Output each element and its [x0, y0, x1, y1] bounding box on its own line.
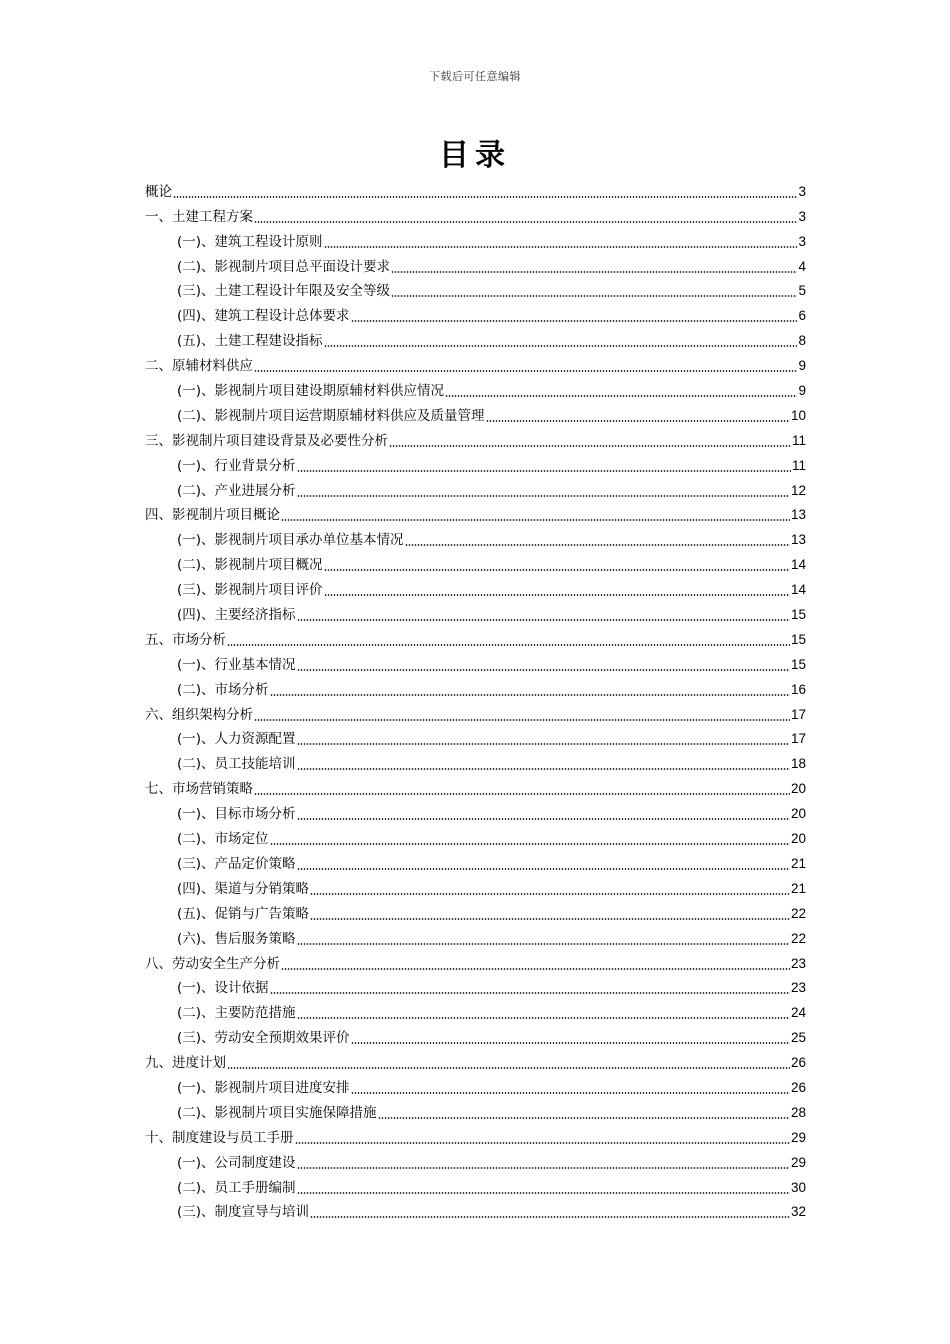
- toc-entry[interactable]: [145, 699, 806, 724]
- toc-entry-page-number: 23: [790, 955, 806, 971]
- toc-entry[interactable]: [145, 848, 806, 873]
- toc-dot-leader: [173, 196, 797, 198]
- toc-entry[interactable]: [145, 599, 806, 624]
- toc-entry-label: (二)、产业进展分析: [177, 482, 296, 499]
- toc-entry-label: (二)、员工技能培训: [177, 756, 296, 773]
- toc-dot-leader: [351, 320, 798, 322]
- toc-entry-page-number: 15: [790, 607, 806, 623]
- toc-dot-leader: [297, 868, 790, 870]
- toc-entry-page-number: 4: [798, 258, 806, 274]
- toc-entry-page-number: 13: [790, 532, 806, 548]
- toc-entry-label: (二)、影视制片项目实施保障措施: [177, 1104, 377, 1121]
- toc-entry-page-number: 30: [790, 1179, 806, 1195]
- toc-entry-page-number: 20: [790, 831, 806, 847]
- toc-entry[interactable]: [145, 674, 806, 699]
- toc-entry-page-number: 22: [790, 930, 806, 946]
- toc-entry-label: (三)、影视制片项目评价: [177, 582, 323, 599]
- toc-dot-leader: [391, 271, 797, 273]
- toc-entry-page-number: 32: [790, 1204, 806, 1220]
- table-of-contents: [145, 176, 806, 1221]
- toc-entry-label: (二)、员工手册编制: [177, 1179, 296, 1196]
- toc-entry[interactable]: [145, 649, 806, 674]
- toc-entry[interactable]: [145, 450, 806, 475]
- toc-entry[interactable]: [145, 748, 806, 773]
- toc-entry-label: (四)、渠道与分销策略: [177, 880, 310, 897]
- toc-entry-label: 一、土建工程方案: [145, 208, 253, 225]
- toc-entry-page-number: 11: [791, 432, 806, 448]
- toc-entry[interactable]: [145, 300, 806, 325]
- toc-entry-page-number: 15: [790, 656, 806, 672]
- toc-entry-page-number: 21: [790, 855, 806, 871]
- toc-dot-leader: [297, 768, 790, 770]
- toc-entry[interactable]: [145, 898, 806, 923]
- toc-entry[interactable]: [145, 201, 806, 226]
- toc-dot-leader: [389, 445, 791, 447]
- toc-entry-label: (二)、主要防范措施: [177, 1005, 296, 1022]
- toc-dot-leader: [227, 1067, 790, 1069]
- toc-entry-label: (四)、建筑工程设计总体要求: [177, 308, 350, 325]
- toc-entry-page-number: 16: [790, 681, 806, 697]
- toc-dot-leader: [310, 918, 790, 920]
- toc-entry[interactable]: [145, 873, 806, 898]
- toc-dot-leader: [486, 420, 790, 422]
- toc-entry[interactable]: [145, 251, 806, 276]
- toc-dot-leader: [351, 1042, 790, 1044]
- toc-entry-label: 三、影视制片项目建设背景及必要性分析: [145, 432, 388, 449]
- toc-entry[interactable]: [145, 475, 806, 500]
- toc-entry-label: (一)、建筑工程设计原则: [177, 233, 323, 250]
- toc-entry-page-number: 20: [790, 781, 806, 797]
- toc-entry-label: (四)、主要经济指标: [177, 607, 296, 624]
- toc-entry-label: (五)、土建工程建设指标: [177, 333, 323, 350]
- toc-entry[interactable]: [145, 375, 806, 400]
- toc-entry[interactable]: [145, 350, 806, 375]
- toc-entry[interactable]: [145, 1072, 806, 1097]
- header-note: 下载后可任意编辑: [429, 70, 521, 83]
- toc-entry-label: (二)、影视制片项目总平面设计要求: [177, 258, 391, 275]
- toc-entry-label: (一)、人力资源配置: [177, 731, 296, 748]
- toc-entry-label: (一)、公司制度建设: [177, 1154, 296, 1171]
- toc-entry-page-number: 25: [790, 1030, 806, 1046]
- toc-dot-leader: [227, 644, 790, 646]
- toc-dot-leader: [324, 345, 798, 347]
- toc-entry[interactable]: [145, 773, 806, 798]
- toc-dot-leader: [445, 395, 797, 397]
- toc-entry[interactable]: [145, 1022, 806, 1047]
- toc-entry[interactable]: [145, 574, 806, 599]
- toc-entry-page-number: 14: [790, 557, 806, 573]
- toc-entry-page-number: 22: [790, 905, 806, 921]
- toc-entry-label: 六、组织架构分析: [145, 706, 253, 723]
- toc-entry-page-number: 29: [790, 1129, 806, 1145]
- toc-dot-leader: [297, 1167, 790, 1169]
- toc-dot-leader: [297, 470, 791, 472]
- toc-dot-leader: [254, 221, 797, 223]
- toc-entry-label: 七、市场营销策略: [145, 781, 253, 798]
- toc-entry-label: 二、原辅材料供应: [145, 358, 253, 375]
- toc-entry-page-number: 28: [790, 1104, 806, 1120]
- toc-entry-label: (二)、影视制片项目概况: [177, 557, 323, 574]
- toc-entry-label: (一)、目标市场分析: [177, 806, 296, 823]
- toc-entry-label: (一)、影视制片项目承办单位基本情况: [177, 532, 404, 549]
- toc-entry[interactable]: [145, 425, 806, 450]
- toc-entry[interactable]: [145, 923, 806, 948]
- toc-entry-page-number: 10: [790, 407, 806, 423]
- toc-entry[interactable]: [145, 997, 806, 1022]
- toc-entry-page-number: 15: [790, 631, 806, 647]
- toc-entry[interactable]: [145, 549, 806, 574]
- toc-entry[interactable]: [145, 624, 806, 649]
- toc-entry-label: (二)、影视制片项目运营期原辅材料供应及质量管理: [177, 407, 485, 424]
- toc-entry[interactable]: [145, 400, 806, 425]
- toc-entry-label: (一)、行业背景分析: [177, 457, 296, 474]
- toc-entry-page-number: 11: [791, 457, 806, 473]
- toc-dot-leader: [310, 1216, 790, 1218]
- toc-dot-leader: [405, 544, 790, 546]
- toc-entry-page-number: 14: [790, 582, 806, 598]
- toc-entry[interactable]: [145, 1097, 806, 1122]
- toc-entry[interactable]: [145, 823, 806, 848]
- toc-entry-label: 四、影视制片项目概论: [145, 507, 280, 524]
- toc-entry-page-number: 3: [798, 183, 806, 199]
- toc-entry[interactable]: [145, 1122, 806, 1147]
- toc-dot-leader: [297, 943, 790, 945]
- toc-entry[interactable]: [145, 1172, 806, 1197]
- toc-entry-page-number: 8: [798, 333, 806, 349]
- toc-entry-label: (一)、影视制片项目建设期原辅材料供应情况: [177, 383, 445, 400]
- toc-entry-label: (二)、市场定位: [177, 831, 269, 848]
- toc-entry-page-number: 18: [790, 756, 806, 772]
- toc-entry-label: (二)、市场分析: [177, 681, 269, 698]
- toc-entry[interactable]: [145, 325, 806, 350]
- toc-entry-label: (五)、促销与广告策略: [177, 905, 310, 922]
- toc-entry-page-number: 9: [798, 358, 806, 374]
- toc-entry-page-number: 13: [790, 507, 806, 523]
- toc-dot-leader: [297, 669, 790, 671]
- toc-entry-label: (一)、影视制片项目进度安排: [177, 1079, 350, 1096]
- toc-entry-page-number: 26: [790, 1079, 806, 1095]
- toc-entry[interactable]: [145, 724, 806, 749]
- toc-entry[interactable]: [145, 176, 806, 201]
- toc-dot-leader: [254, 370, 797, 372]
- toc-entry[interactable]: [145, 1047, 806, 1072]
- toc-entry-page-number: 12: [790, 482, 806, 498]
- toc-dot-leader: [297, 818, 790, 820]
- toc-entry-page-number: 9: [798, 383, 806, 399]
- toc-dot-leader: [254, 719, 790, 721]
- toc-entry[interactable]: [145, 524, 806, 549]
- toc-dot-leader: [281, 519, 790, 521]
- toc-entry-label: 十、制度建设与员工手册: [145, 1129, 294, 1146]
- toc-entry-page-number: 3: [798, 208, 806, 224]
- toc-entry-label: (一)、设计依据: [177, 980, 269, 997]
- toc-dot-leader: [295, 1142, 790, 1144]
- toc-entry[interactable]: [145, 973, 806, 998]
- toc-entry-page-number: 17: [790, 706, 806, 722]
- toc-title: 目录: [439, 138, 511, 173]
- toc-entry-label: 概论: [145, 183, 172, 200]
- toc-entry-page-number: 21: [790, 880, 806, 896]
- toc-dot-leader: [310, 893, 790, 895]
- toc-dot-leader: [297, 619, 790, 621]
- toc-dot-leader: [270, 694, 790, 696]
- toc-dot-leader: [378, 1117, 790, 1119]
- toc-dot-leader: [391, 295, 797, 297]
- toc-entry[interactable]: [145, 226, 806, 251]
- toc-dot-leader: [270, 992, 790, 994]
- toc-entry-label: (三)、产品定价策略: [177, 855, 296, 872]
- toc-entry-page-number: 29: [790, 1154, 806, 1170]
- toc-dot-leader: [324, 246, 798, 248]
- toc-entry[interactable]: [145, 798, 806, 823]
- toc-entry-label: (三)、土建工程设计年限及安全等级: [177, 283, 391, 300]
- toc-entry-page-number: 24: [790, 1005, 806, 1021]
- toc-entry-label: (三)、劳动安全预期效果评价: [177, 1030, 350, 1047]
- toc-entry-page-number: 3: [798, 233, 806, 249]
- toc-entry[interactable]: [145, 1147, 806, 1172]
- toc-dot-leader: [324, 569, 790, 571]
- toc-entry-label: (三)、制度宣导与培训: [177, 1204, 310, 1221]
- toc-entry-page-number: 6: [798, 308, 806, 324]
- toc-entry-label: 九、进度计划: [145, 1055, 226, 1072]
- toc-dot-leader: [297, 495, 790, 497]
- toc-entry-label: (六)、售后服务策略: [177, 930, 296, 947]
- toc-entry[interactable]: [145, 276, 806, 301]
- toc-entry-label: 五、市场分析: [145, 631, 226, 648]
- toc-entry-page-number: 17: [790, 731, 806, 747]
- toc-dot-leader: [297, 743, 790, 745]
- toc-dot-leader: [324, 594, 790, 596]
- toc-entry-label: 八、劳动安全生产分析: [145, 955, 280, 972]
- toc-dot-leader: [297, 1192, 790, 1194]
- toc-dot-leader: [254, 793, 790, 795]
- toc-dot-leader: [281, 968, 790, 970]
- toc-dot-leader: [270, 843, 790, 845]
- toc-entry[interactable]: [145, 948, 806, 973]
- toc-entry[interactable]: [145, 1197, 806, 1222]
- toc-entry[interactable]: [145, 500, 806, 525]
- toc-entry-page-number: 26: [790, 1055, 806, 1071]
- toc-entry-page-number: 20: [790, 806, 806, 822]
- toc-entry-page-number: 23: [790, 980, 806, 996]
- toc-dot-leader: [297, 1017, 790, 1019]
- toc-dot-leader: [351, 1092, 790, 1094]
- toc-entry-page-number: 5: [798, 283, 806, 299]
- toc-entry-label: (一)、行业基本情况: [177, 656, 296, 673]
